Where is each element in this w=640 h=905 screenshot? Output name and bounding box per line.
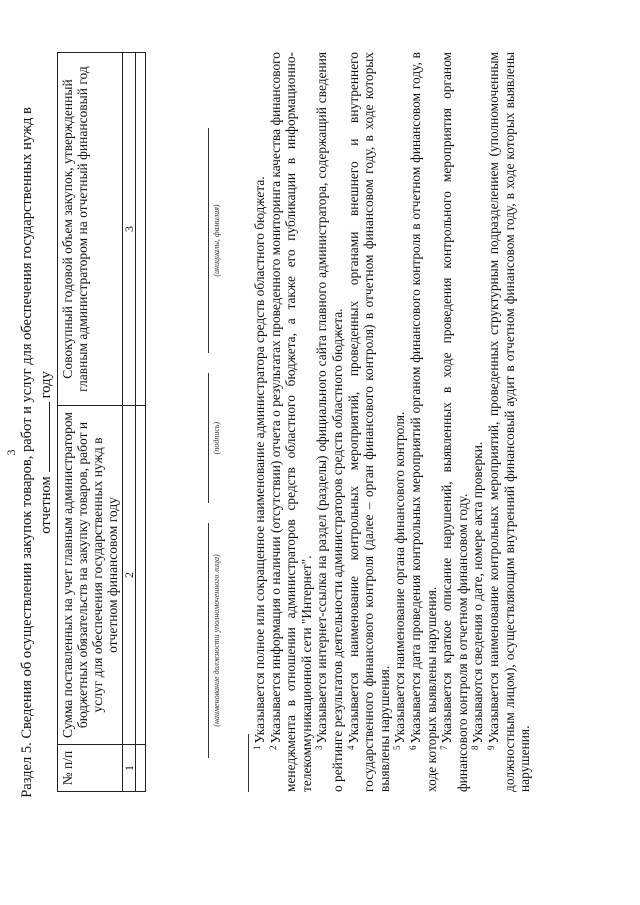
signature-position-line: [208, 523, 209, 758]
footnote-number: 7: [439, 745, 450, 750]
footnote: [252, 52, 268, 792]
column-number-1: 1: [123, 745, 136, 792]
footnote-number: 2: [267, 745, 278, 750]
footnote: [346, 52, 393, 792]
signature-position-caption: (наименование должности уполномоченного лица): [212, 554, 221, 727]
column-number-2: 2: [123, 406, 136, 745]
footnote-text: Указывается информация о наличии (отсутствии) отчета о результатах проведенного мониторинга качества финансового менеджмента в отношении администраторов средств областного бюджета, а также его публикации в информационно-телекоммуникационной сети "Интернет".: [267, 52, 314, 792]
footnote: [439, 52, 470, 792]
footnote-number: 8: [470, 745, 481, 750]
signature-block: [208, 128, 238, 758]
footnote-text: Указывается интернет-ссылка на раздел (разделы) официального сайта главного администратора, содержащий сведения о рейтинге результатов деятельности администраторов средств областного бюджета.: [314, 52, 345, 792]
footnote: [392, 52, 408, 792]
footnote: [268, 52, 315, 792]
footnote: [408, 52, 439, 792]
footnote: [486, 52, 533, 792]
signature-name-field: [208, 128, 221, 353]
table-row: [136, 53, 146, 792]
footnote-number: 9: [485, 745, 496, 750]
footnotes: [252, 52, 533, 792]
footnote-text: Указывается наименование органа финансового контроля.: [392, 411, 408, 744]
footnote-text: Указывается наименование контрольных мероприятий, проведенных структурным подразделением (уполномоченным должностным лицом), осуществляющим внутренний финансовый аудит в отчетном финансовом году, в ходе которых выявлены нарушения.: [485, 52, 533, 792]
footnote-number: 5: [392, 745, 403, 750]
header-annual-volume: Совокупный годовой объем закупок, утвержденный главным администратором на отчетный финансовый год: [58, 53, 123, 406]
section-title-reporting: отчетном: [38, 476, 54, 534]
signature-sign-caption: (подпись): [212, 421, 221, 455]
section-title: [18, 0, 55, 905]
column-number-row: [123, 53, 136, 792]
signature-sign-line: [208, 373, 209, 503]
signature-sign-field: [208, 373, 221, 503]
footnote-text: Указываются сведения о дате, номере акта проверки.: [470, 441, 486, 744]
footnote-text: Указывается полное или сокращенное наименование администратора средств областного бюджета.: [252, 176, 267, 744]
footnote-text: Указывается краткое описание нарушений, выявленных в ходе проведения контрольного мероприятия органом финансового контроля в отчетном финансовом году.: [439, 52, 470, 792]
footnote: [470, 52, 486, 792]
signature-name-caption: (инициалы, фамилия): [212, 204, 221, 277]
table-cell: [136, 745, 146, 792]
footnote-number: 6: [407, 745, 418, 750]
header-number: № п/п: [58, 745, 123, 792]
signature-position-field: [208, 523, 221, 758]
footnote-number: 1: [252, 745, 262, 750]
table-cell: [136, 53, 146, 406]
footnote: [314, 52, 345, 792]
footnote-text: Указывается дата проведения контрольных мероприятий органом финансового контроля в отчетном финансовом году, в ходе которых выявлены нарушения.: [407, 52, 439, 792]
table-header-row: [58, 53, 123, 792]
year-blank-field: [36, 402, 50, 472]
footnote-text: Указывается наименование контрольных мероприятий, проведенных органами внешнего и внутреннего государственного финансового контроля (далее – орган финансового контроля) в отчетном финансовом году, в ходе которых выявлены нарушения.: [345, 52, 392, 792]
section-title-line2: [36, 0, 55, 905]
header-obligations-sum: Сумма поставленных на учет главным администратором бюджетных обязательств на закупку товаров, работ и услуг для обеспечения государственных нужд в отчетном финансовом году: [58, 406, 123, 745]
page-number: 3: [4, 449, 18, 456]
footnote-number: 4: [345, 745, 356, 750]
footnote-number: 3: [314, 745, 325, 750]
section-title-year: году: [38, 371, 54, 399]
footnote-separator: [248, 734, 249, 792]
table-cell: [136, 406, 146, 745]
section-title-line1: Раздел 5. Сведения об осуществлении закупок товаров, работ и услуг для обеспечения государственных нужд в: [19, 107, 35, 798]
column-number-3: 3: [123, 53, 136, 406]
signature-name-line: [208, 128, 209, 353]
procurement-table: [57, 52, 146, 792]
